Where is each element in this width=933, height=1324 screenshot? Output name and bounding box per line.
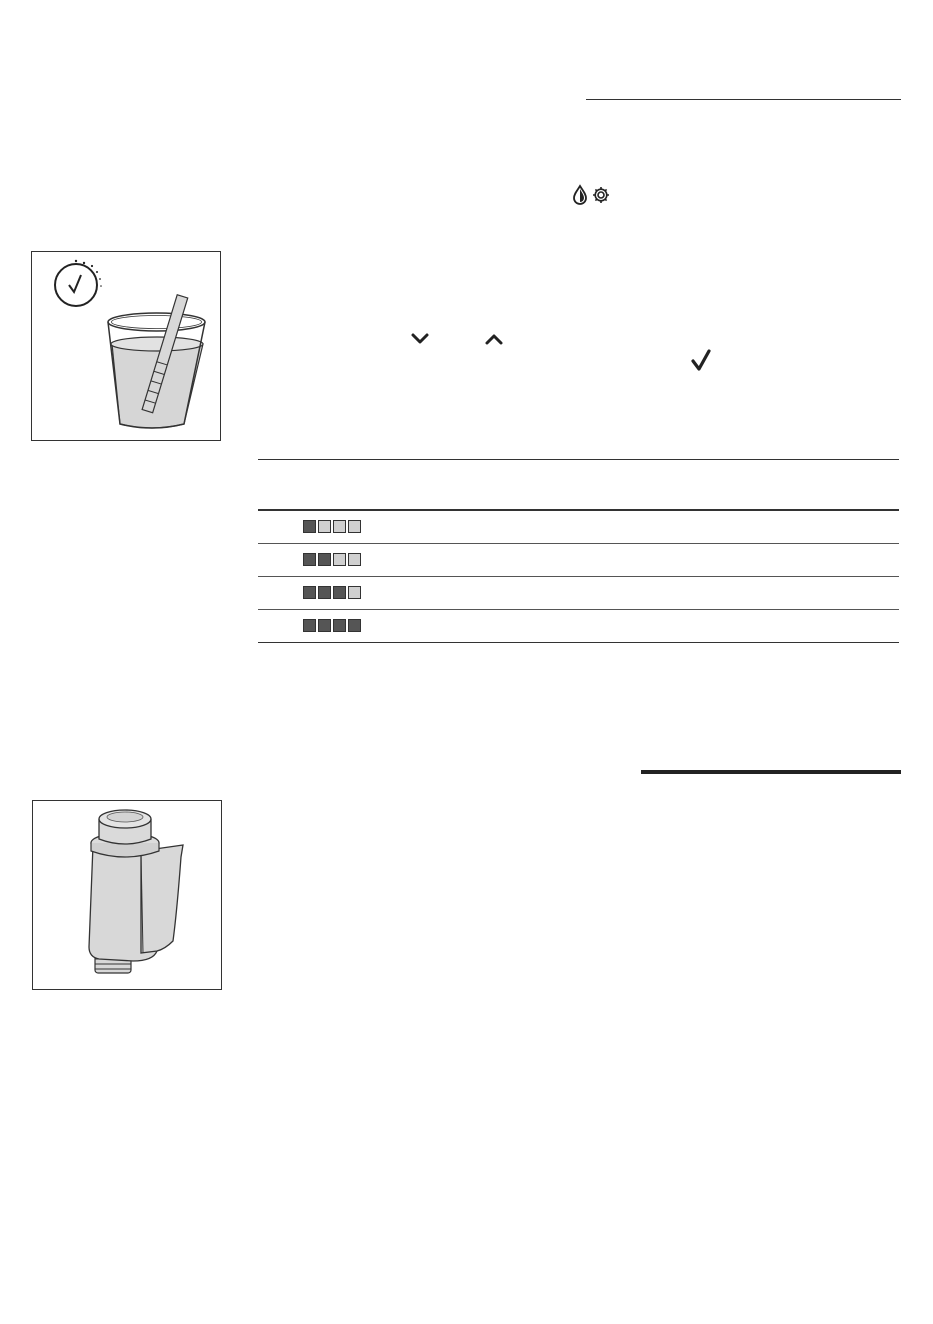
square-dark [303,553,316,566]
water-filter-figure [32,800,222,990]
table-row [258,610,899,643]
square-dark [333,619,346,632]
hardness-indicator [303,586,361,599]
square-dark [318,619,331,632]
square-light [333,520,346,533]
checkmark-icon[interactable] [688,348,714,374]
table-row [258,544,899,577]
square-light [348,553,361,566]
water-hardness-table [258,459,899,643]
table-row [258,511,899,544]
square-light [318,520,331,533]
square-dark [318,586,331,599]
test-strip-figure [31,251,221,441]
table-row [258,577,899,610]
table-header [258,459,899,511]
timer-icon [55,260,102,306]
square-light [333,553,346,566]
section-heading-rule [586,99,901,100]
hardness-indicator [303,520,361,533]
square-light [348,520,361,533]
chevron-down-icon[interactable] [410,332,430,346]
hardness-indicator [303,619,361,632]
square-dark [303,619,316,632]
chevron-up-icon[interactable] [484,332,504,346]
square-dark [318,553,331,566]
hardness-indicator [303,553,361,566]
square-dark [303,586,316,599]
square-light [348,586,361,599]
water-drop-gear-icon [571,184,613,206]
square-dark [303,520,316,533]
square-dark [348,619,361,632]
water-filter-icon [33,801,221,989]
section-heading-rule-thick [641,770,901,774]
square-dark [333,586,346,599]
